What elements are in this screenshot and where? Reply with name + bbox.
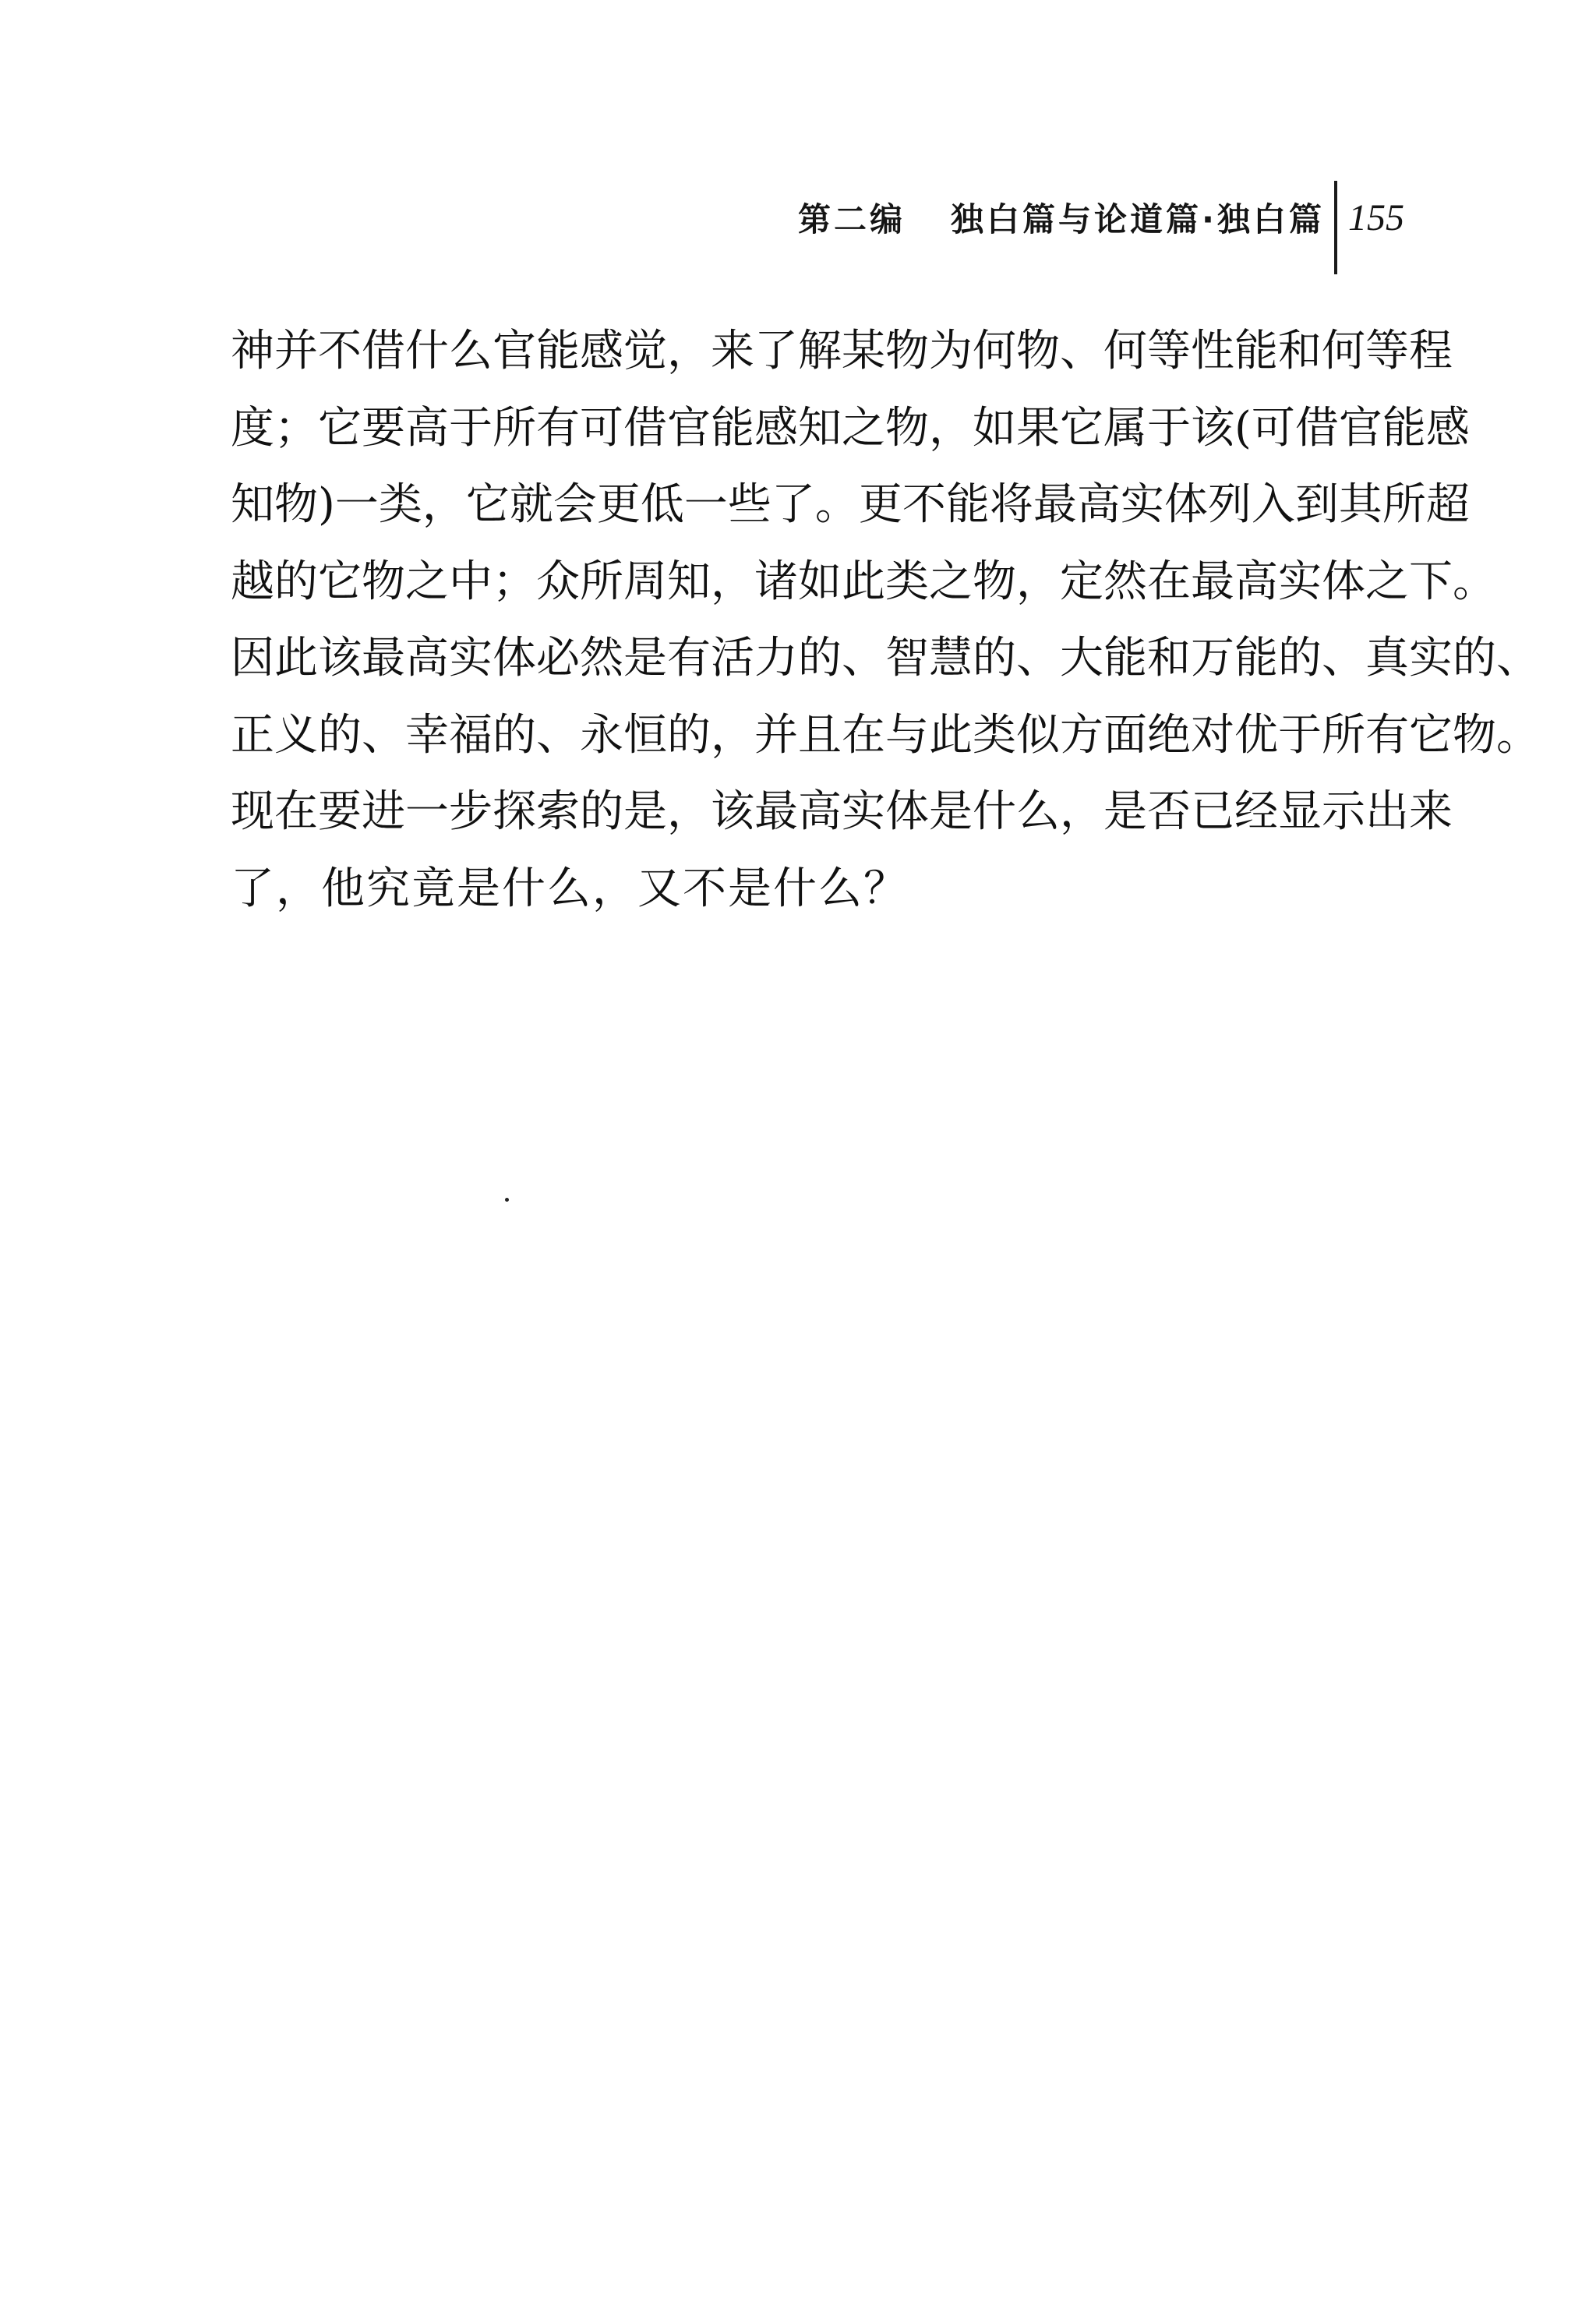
running-head [779,196,1325,243]
running-head-part: 第二编 [798,200,906,238]
text-line: 越的它物之中；众所周知，诸如此类之物，定然在最高实体之下。 [231,556,1496,607]
page-number: 155 [1348,197,1404,238]
text-line: 度；它要高于所有可借官能感知之物，如果它属于该(可借官能感 [231,402,1470,454]
header-divider [1334,181,1337,274]
text-line: 知物)一类，它就会更低一些了。更不能将最高实体列入到其所超 [231,479,1470,530]
text-line: 因此该最高实体必然是有活力的、智慧的、大能和万能的、真实的、 [231,633,1540,683]
body-paragraph [231,323,1540,938]
text-line: 现在要进一步探索的是，该最高实体是什么，是否已经显示出来 [231,786,1453,837]
text-line: 正义的、幸福的、永恒的，并且在与此类似方面绝对优于所有它物。 [231,709,1540,761]
text-line: 了，他究竟是什么，又不是什么？ [231,863,909,914]
text-line: 神并不借什么官能感觉，来了解某物为何物、何等性能和何等程 [231,326,1453,376]
scan-speck [505,1198,509,1202]
running-head-title: 独白篇与论道篇·独白篇 [951,200,1325,238]
